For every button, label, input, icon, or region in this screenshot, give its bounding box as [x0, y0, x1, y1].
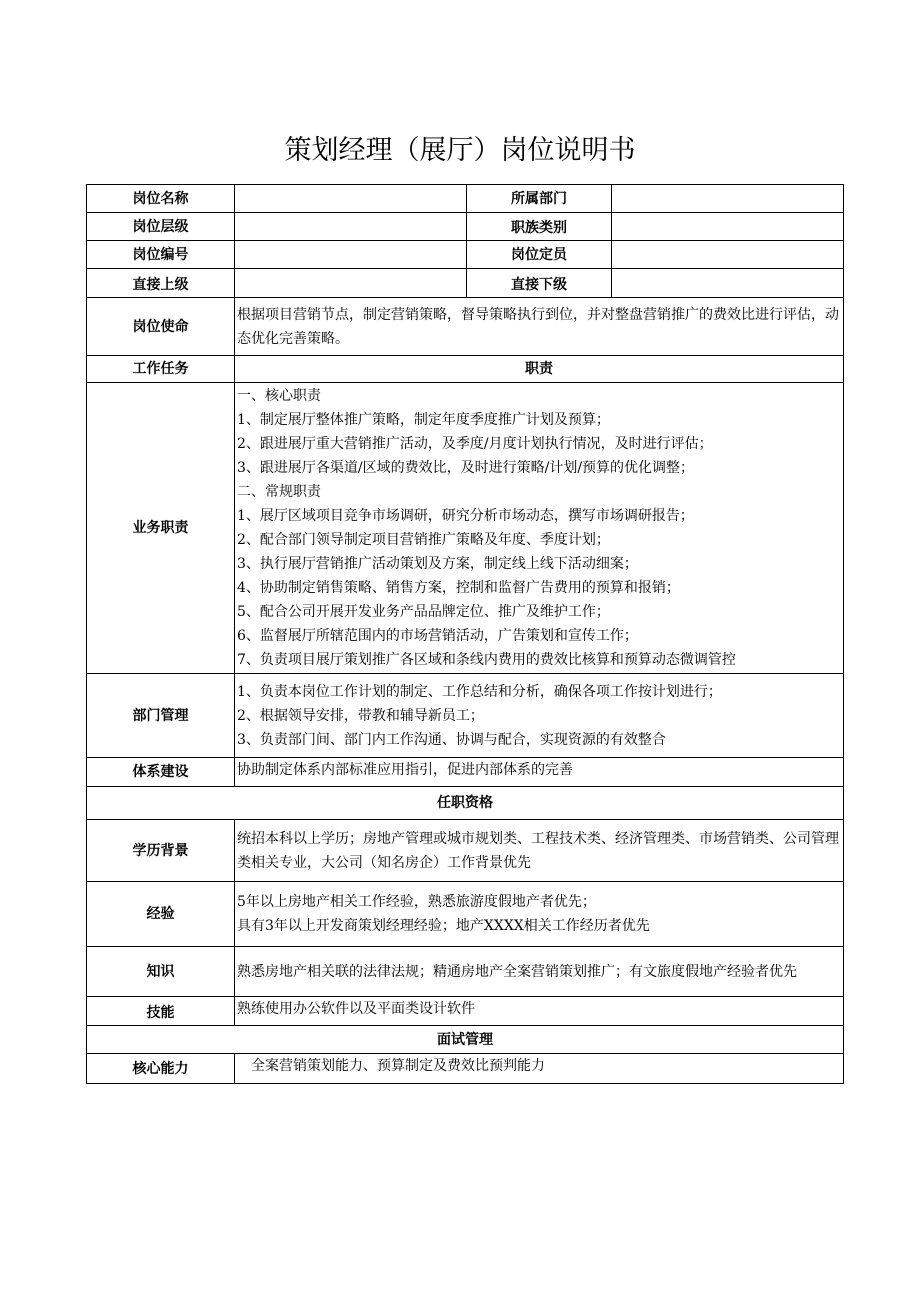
dept-line: 2、根据领导安排，带教和辅导新员工；: [237, 707, 484, 724]
row-direct-superior: [87, 269, 844, 298]
experience-label: 经验: [87, 882, 235, 947]
experience-text: [235, 882, 844, 947]
row-skills: [87, 997, 844, 1026]
core-text: 全案营销策划能力、预算制定及费效比预判能力: [235, 1054, 844, 1084]
direct-subordinate-value: [612, 269, 844, 298]
position-name-value: [235, 185, 467, 213]
responsibilities-header: 职责: [235, 356, 844, 383]
row-position-code: [87, 241, 844, 269]
department-label: 所属部门: [467, 185, 612, 213]
headcount-label: 岗位定员: [467, 241, 612, 269]
qualifications-header: 任职资格: [87, 787, 844, 820]
business-line: 4、协助制定销售策略、销售方案，控制和监督广告费用的预算和报销；: [237, 580, 680, 596]
dept-line: 1、负责本岗位工作计划的制定、工作总结和分析，确保各项工作按计划进行；: [237, 683, 722, 700]
business-line: 1、展厅区域项目竞争市场调研，研究分析市场动态，撰写市场调研报告；: [237, 508, 694, 524]
position-code-label: 岗位编号: [87, 241, 235, 269]
business-line: 二、常规职责: [237, 484, 321, 500]
job-description-table: [86, 184, 844, 1084]
system-text: 协助制定体系内部标准应用指引，促进内部体系的完善: [235, 758, 844, 787]
business-label: 业务职责: [87, 383, 235, 674]
mission-text: 根据项目营销节点，制定营销策略，督导策略执行到位，并对整盘营销推广的费效比进行评估，动态优化完善策略。: [235, 298, 844, 356]
tasks-header-label: 工作任务: [87, 356, 235, 383]
knowledge-label: 知识: [87, 947, 235, 997]
row-tasks-header: [87, 356, 844, 383]
core-label: 核心能力: [87, 1054, 235, 1084]
row-dept: [87, 674, 844, 758]
experience-line: 5年以上房地产相关工作经验，熟悉旅游度假地产者优先；: [237, 894, 596, 910]
business-line: 6、监督展厅所辖范围内的市场营销活动，广告策划和宣传工作；: [237, 628, 638, 644]
page-title: 策划经理（展厅）岗位说明书: [284, 135, 636, 166]
dept-label: 部门管理: [87, 674, 235, 758]
position-code-value: [235, 241, 467, 269]
row-mission: [87, 298, 844, 356]
skills-label: 技能: [87, 997, 235, 1026]
business-line: 3、执行展厅营销推广活动策划及方案，制定线上线下活动细案；: [237, 556, 638, 572]
row-position-name: [87, 185, 844, 213]
row-business: [87, 383, 844, 674]
row-experience: [87, 882, 844, 947]
row-education: [87, 820, 844, 882]
job-family-value: [612, 213, 844, 241]
mission-label: 岗位使命: [87, 298, 235, 356]
dept-duties: [235, 674, 844, 758]
direct-subordinate-label: 直接下级: [467, 269, 612, 298]
skills-text: 熟练使用办公软件以及平面类设计软件: [235, 997, 844, 1026]
row-core: [87, 1054, 844, 1084]
row-knowledge: [87, 947, 844, 997]
job-family-label: 职族类别: [467, 213, 612, 241]
position-level-label: 岗位层级: [87, 213, 235, 241]
experience-line: 具有3年以上开发商策划经理经验；地产XXXX相关工作经历者优先: [237, 918, 650, 934]
business-line: 3、跟进展厅各渠道/区域的费效比，及时进行策略/计划/预算的优化调整；: [237, 460, 695, 476]
business-line: 7、负责项目展厅策划推广各区域和条线内费用的费效比核算和预算动态微调管控: [237, 652, 736, 668]
education-label: 学历背景: [87, 820, 235, 882]
business-line: 一、核心职责: [237, 388, 321, 404]
business-duties: [235, 383, 844, 674]
knowledge-text: 熟悉房地产相关联的法律法规；精通房地产全案营销策划推广；有文旅度假地产经验者优先: [235, 947, 844, 997]
position-name-label: 岗位名称: [87, 185, 235, 213]
education-text: 统招本科以上学历；房地产管理或城市规划类、工程技术类、经济管理类、市场营销类、公司管理类相关专业，大公司（知名房企）工作背景优先: [235, 820, 844, 882]
row-interview-header: [87, 1026, 844, 1054]
row-position-level: [87, 213, 844, 241]
business-line: 2、配合部门领导制定项目营销推广策略及年度、季度计划；: [237, 532, 610, 548]
direct-superior-value: [235, 269, 467, 298]
headcount-value: [612, 241, 844, 269]
dept-line: 3、负责部门间、部门内工作沟通、协调与配合，实现资源的有效整合: [237, 731, 666, 748]
interview-header: 面试管理: [87, 1026, 844, 1054]
row-qual-header: [87, 787, 844, 820]
business-line: 5、配合公司开展开发业务产品品牌定位、推广及维护工作；: [237, 604, 610, 620]
direct-superior-label: 直接上级: [87, 269, 235, 298]
system-label: 体系建设: [87, 758, 235, 787]
position-level-value: [235, 213, 467, 241]
business-line: 2、跟进展厅重大营销推广活动，及季度/月度计划执行情况，及时进行评估；: [237, 436, 713, 452]
row-system: [87, 758, 844, 787]
department-value: [612, 185, 844, 213]
business-line: 1、制定展厅整体推广策略，制定年度季度推广计划及预算；: [237, 412, 610, 428]
